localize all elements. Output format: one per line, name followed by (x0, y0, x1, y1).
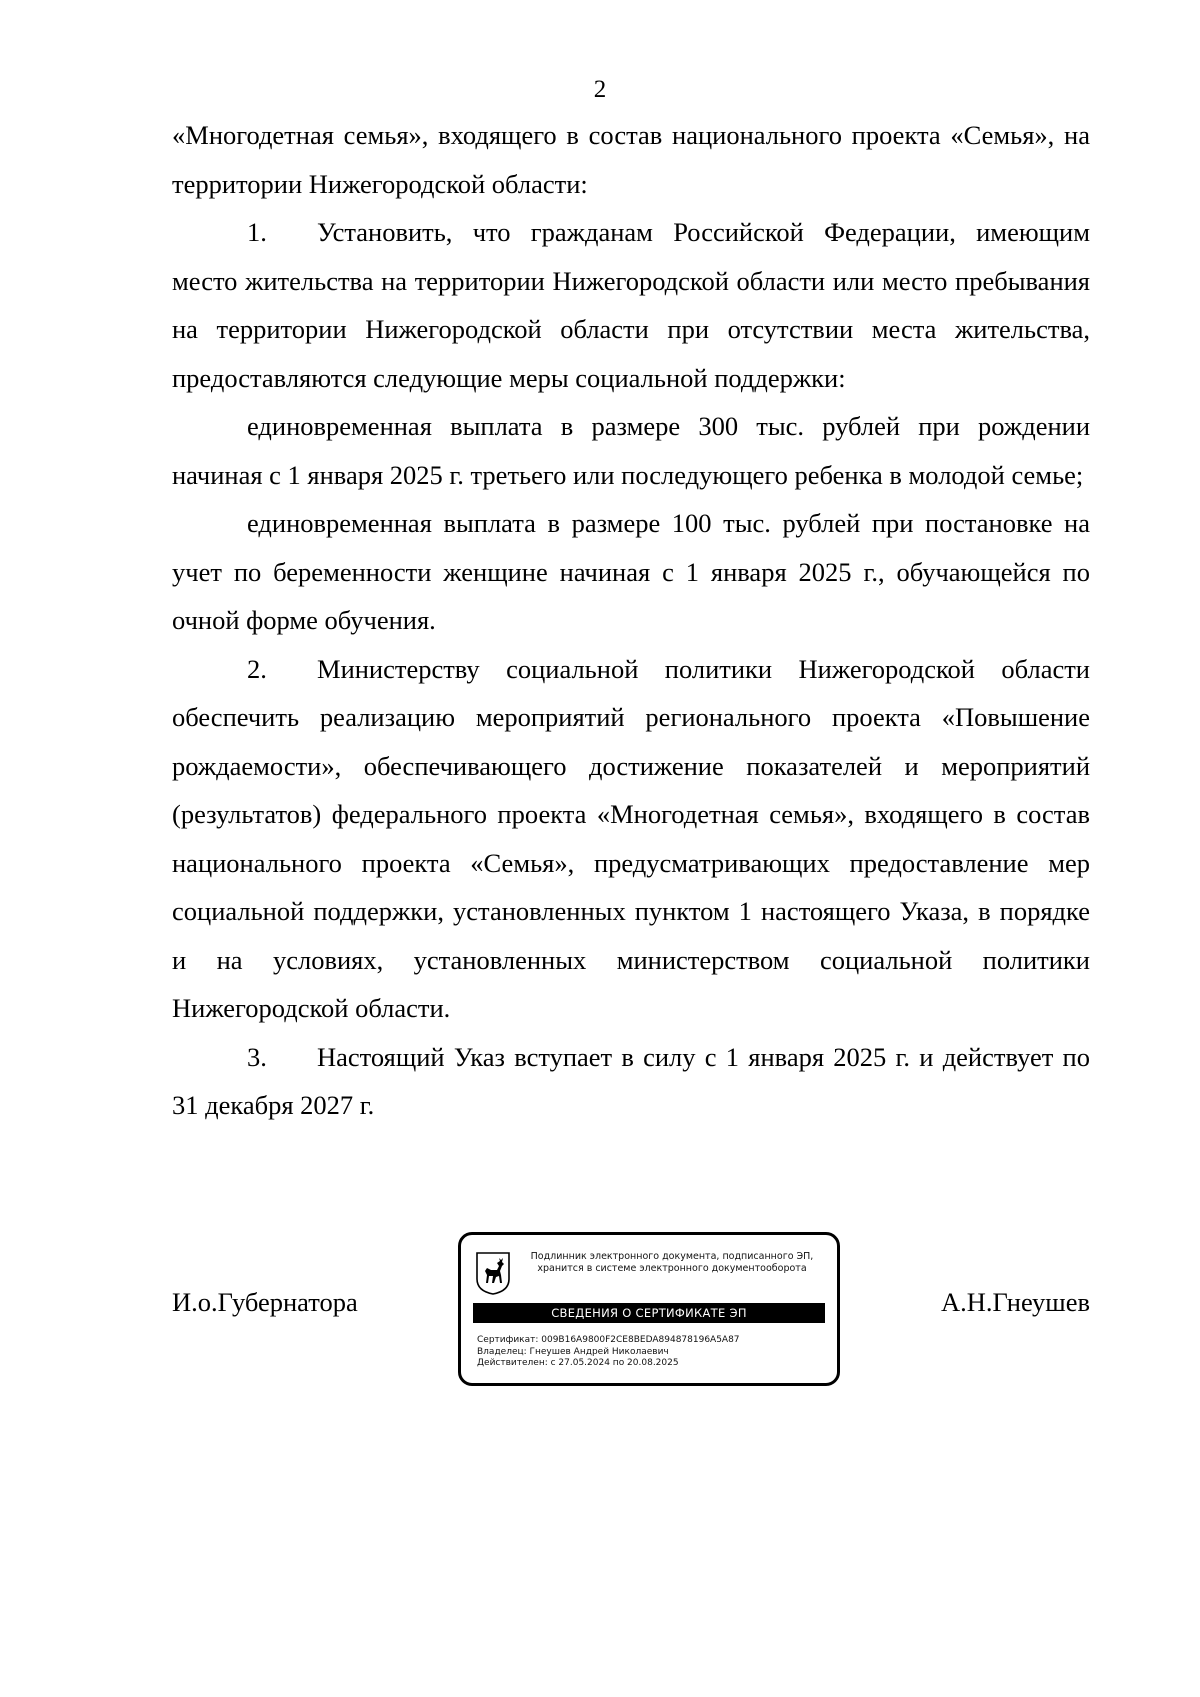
stamp-header-line: Подлинник электронного документа, подписанного ЭП, (530, 1251, 814, 1262)
page-number: 2 (593, 76, 607, 103)
item-text: Настоящий Указ вступает в силу с 1 января 2025 г. и действует по 31 декабря 2027 г. (172, 1041, 1090, 1120)
paragraph-item-3 (172, 1033, 1090, 1130)
item-number: 1. (247, 217, 267, 247)
certificate-owner: Владелец: Гнеушев Андрей Николаевич (477, 1346, 669, 1357)
document-body (172, 111, 1090, 1130)
paragraph-item-2 (172, 645, 1090, 1033)
stamp-title-bar: СВЕДЕНИЯ О СЕРТИФИКАТЕ ЭП (473, 1303, 825, 1323)
paragraph-subitem-1: единовременная выплата в размере 300 тыс. рублей при рождении начиная с 1 января 2025 г. третьего или последующего ребенка в молодой семье; (172, 411, 1090, 490)
signatory-position: И.о.Губернатора (172, 1287, 358, 1317)
paragraph-item-1 (172, 208, 1090, 402)
item-text: Министерству социальной политики Нижегородской области обеспечить реализацию мероприятий регионального проекта «Повышение рождаемости», обеспечивающего достижение показателей и мероприятий (результатов) федерального проекта «Многодетная семья», входящего в состав национального проекта «Семья», предусматривающих предоставление мер социальной поддержки, установленных пунктом 1 настоящего Указа, в порядке и на условиях, установленных министерством социальной политики Нижегородской области. (172, 653, 1090, 1023)
item-number: 2. (247, 653, 267, 684)
stamp-header-line: хранится в системе электронного документооборота (537, 1263, 807, 1274)
item-text: Установить, что гражданам Российской Федерации, имеющим место жительства на территории Нижегородской области или место пребывания на территории Нижегородской области при отсутствии места жительства, предоставляются следующие меры социальной поддержки: (172, 217, 1090, 393)
signatory-name: А.Н.Гнеушев (940, 1287, 1090, 1317)
paragraph-intro: «Многодетная семья», входящего в состав национального проекта «Семья», на территории Нижегородской области: (172, 120, 1090, 199)
certificate-validity: Действителен: с 27.05.2024 по 20.08.2025 (477, 1358, 679, 1368)
item-number: 3. (247, 1041, 267, 1072)
paragraph-subitem-2: единовременная выплата в размере 100 тыс. рублей при постановке на учет по беременности женщине начиная с 1 января 2025 г., обучающейся по очной форме обучения. (172, 508, 1090, 635)
stamp-header (515, 1251, 829, 1275)
certificate-number: Сертификат: 009B16A9800F2CE8BEDA894878196A5A87 (477, 1335, 740, 1345)
stamp-details (477, 1335, 829, 1370)
electronic-signature-stamp (458, 1232, 840, 1386)
deer-coat-of-arms-icon (475, 1251, 511, 1295)
